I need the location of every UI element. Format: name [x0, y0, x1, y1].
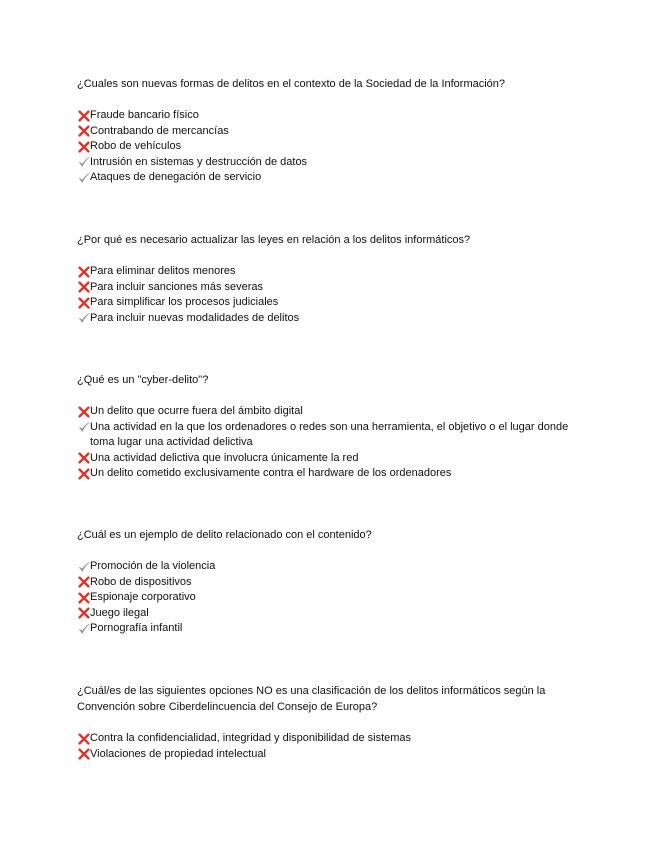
- answer-item: [77, 559, 582, 575]
- cross-mark-icon: [78, 110, 90, 122]
- question-block: [77, 683, 582, 762]
- check-mark-icon: [77, 170, 90, 185]
- answer-text: Contrabando de mercancías: [90, 124, 229, 137]
- check-mark-icon: [77, 559, 90, 574]
- cross-mark-icon: [77, 139, 90, 154]
- cross-mark-icon: [77, 280, 90, 295]
- answer-text: Una actividad delictiva que involucra únicamente la red: [90, 451, 359, 464]
- answer-text: Para simplificar los procesos judiciales: [90, 296, 279, 308]
- cross-mark-icon: [78, 125, 90, 137]
- cross-mark-icon: [77, 606, 90, 621]
- answer-item: [77, 170, 582, 186]
- answer-item: [77, 295, 582, 311]
- cross-mark-icon: [78, 733, 90, 745]
- answer-item: [77, 575, 582, 591]
- cross-mark-icon: [77, 404, 90, 419]
- check-mark-icon: [78, 561, 90, 573]
- answer-item: [77, 311, 582, 327]
- check-mark-icon: [77, 311, 90, 326]
- answer-item: [77, 124, 582, 140]
- answer-list: [77, 559, 582, 637]
- cross-mark-icon: [78, 406, 90, 418]
- cross-mark-icon: [78, 468, 90, 480]
- question-text: ¿Cuales son nuevas formas de delitos en el contexto de la Sociedad de la Información?: [77, 78, 506, 90]
- answer-item: [77, 404, 582, 420]
- answer-item: [77, 280, 582, 296]
- cross-mark-icon: [77, 466, 90, 481]
- cross-mark-icon: [78, 607, 90, 619]
- answer-list: [77, 404, 582, 482]
- answer-text: Un delito cometido exclusivamente contra el hardware de los ordenadores: [90, 467, 452, 479]
- answer-item: [77, 139, 582, 155]
- cross-mark-icon: [78, 281, 90, 293]
- answer-text: Un delito que ocurre fuera del ámbito digital: [90, 405, 303, 417]
- cross-mark-icon: [77, 747, 90, 762]
- question-text: ¿Qué es un "cyber-delito"?: [77, 374, 209, 386]
- answer-text: Robo de vehículos: [90, 140, 182, 152]
- answer-item: [77, 747, 582, 763]
- answer-item: [77, 466, 582, 482]
- answer-text: Para eliminar delitos menores: [90, 265, 236, 277]
- answer-item: [77, 606, 582, 622]
- answer-item: [77, 731, 582, 747]
- question-block: [77, 372, 582, 482]
- cross-mark-icon: [78, 748, 90, 760]
- question-text: ¿Cuál/es de las siguientes opciones NO es una clasificación de los delitos informáticos según la Convención sobre Ciberdelincuencia del Consejo de Europa?: [77, 685, 546, 713]
- cross-mark-icon: [78, 141, 90, 153]
- answer-list: [77, 108, 582, 186]
- answer-text: Juego ilegal: [90, 606, 149, 619]
- check-mark-icon: [78, 312, 90, 324]
- cross-mark-icon: [77, 108, 90, 123]
- question-text: ¿Cuál es un ejemplo de delito relacionado con el contenido?: [77, 529, 372, 541]
- check-mark-icon: [77, 621, 90, 636]
- answer-text: Ataques de denegación de servicio: [90, 171, 262, 183]
- answer-text: Fraude bancario físico: [90, 109, 199, 121]
- check-mark-icon: [78, 156, 90, 168]
- question-block: [77, 232, 582, 326]
- cross-mark-icon: [77, 295, 90, 310]
- cross-mark-icon: [78, 266, 90, 278]
- answer-item: [77, 621, 582, 637]
- answer-list: [77, 731, 582, 762]
- cross-mark-icon: [77, 264, 90, 279]
- answer-item: [77, 155, 582, 171]
- check-mark-icon: [78, 421, 90, 433]
- answer-item: [77, 264, 582, 280]
- cross-mark-icon: [77, 124, 90, 139]
- check-mark-icon: [77, 420, 90, 435]
- answer-item: [77, 108, 582, 124]
- answer-text: Violaciones de propiedad intelectual: [90, 747, 266, 760]
- check-mark-icon: [78, 172, 90, 184]
- answer-item: [77, 451, 582, 467]
- cross-mark-icon: [78, 592, 90, 604]
- cross-mark-icon: [77, 731, 90, 746]
- check-mark-icon: [78, 623, 90, 635]
- answer-text: Contra la confidencialidad, integridad y disponibilidad de sistemas: [90, 732, 412, 744]
- answer-text: Promoción de la violencia: [90, 560, 216, 572]
- question-block: [77, 527, 582, 637]
- cross-mark-icon: [78, 452, 90, 464]
- check-mark-icon: [77, 155, 90, 170]
- cross-mark-icon: [77, 575, 90, 590]
- answer-text: Para incluir sanciones más severas: [90, 280, 264, 293]
- question-text: ¿Por qué es necesario actualizar las leyes en relación a los delitos informáticos?: [77, 234, 471, 246]
- question-block: [77, 76, 582, 186]
- answer-text: Espionaje corporativo: [90, 591, 196, 603]
- cross-mark-icon: [78, 576, 90, 588]
- answer-item: [77, 590, 582, 606]
- answer-text: Una actividad en la que los ordenadores o redes son una herramienta, el objetivo o el lugar donde toma lugar una actividad delictiva: [90, 420, 569, 448]
- cross-mark-icon: [78, 297, 90, 309]
- answer-text: Pornografía infantil: [90, 622, 183, 634]
- answer-item: [77, 420, 582, 451]
- answer-list: [77, 264, 582, 326]
- cross-mark-icon: [77, 590, 90, 605]
- answer-text: Intrusión en sistemas y destrucción de datos: [90, 155, 308, 168]
- answer-text: Para incluir nuevas modalidades de delitos: [90, 311, 300, 324]
- cross-mark-icon: [77, 451, 90, 466]
- answer-text: Robo de dispositivos: [90, 575, 192, 588]
